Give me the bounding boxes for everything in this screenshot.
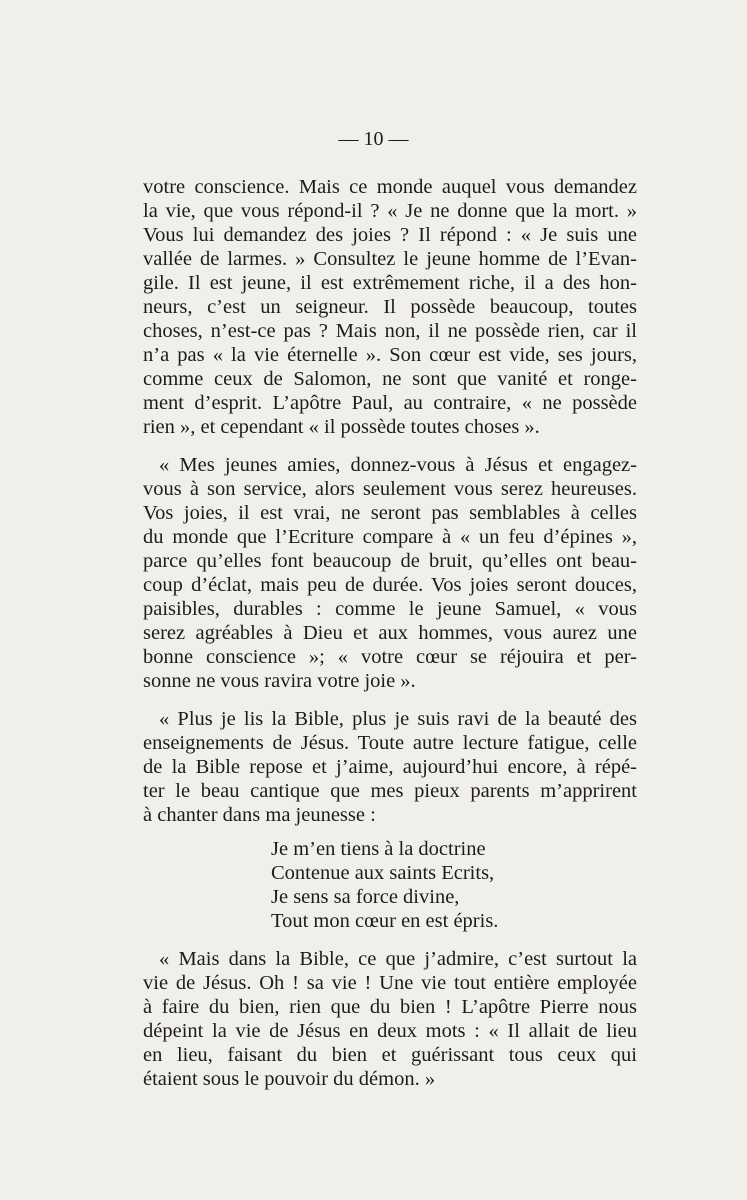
body-text [143, 175, 637, 1091]
text-line: de la Bible repose et j’aime, aujourd’hui encore, à répé- [143, 756, 637, 778]
text-line: Vos joies, il est vrai, ne seront pas semblables à celles [143, 502, 637, 524]
text-line: ter le beau cantique que mes pieux parents m’apprirent [143, 780, 637, 802]
text-line: vie de Jésus. Oh ! sa vie ! Une vie tout entière employée [143, 972, 637, 994]
text-line: vous à son service, alors seulement vous serez heureuses. [143, 478, 637, 500]
text-line: à chanter dans ma jeunesse : [143, 804, 376, 826]
text-line: sonne ne vous ravira votre joie ». [143, 670, 416, 692]
text-line: la vie, que vous répond-il ? « Je ne donne que la mort. » [143, 200, 637, 222]
text-line: en lieu, faisant du bien et guérissant tous ceux qui [143, 1044, 637, 1066]
verse-line: Je m’en tiens à la doctrine [271, 838, 486, 860]
text-line: neurs, c’est un seigneur. Il possède beaucoup, toutes [143, 296, 637, 318]
text-line: parce qu’elles font beaucoup de bruit, qu’elles ont beau- [143, 550, 637, 572]
text-line: Vous lui demandez des joies ? Il répond : « Je suis une [143, 224, 637, 246]
text-line: du monde que l’Ecriture compare à « un feu d’épines », [143, 526, 637, 548]
text-line: coup d’éclat, mais peu de durée. Vos joies seront douces, [143, 574, 637, 596]
verse-line: Contenue aux saints Ecrits, [271, 862, 495, 884]
text-line: étaient sous le pouvoir du démon. » [143, 1068, 436, 1090]
verse-line: Tout mon cœur en est épris. [271, 910, 499, 932]
text-line: « Plus je lis la Bible, plus je suis ravi de la beauté des [159, 708, 637, 730]
text-line: ment d’esprit. L’apôtre Paul, au contraire, « ne possède [143, 392, 637, 414]
text-line: comme ceux de Salomon, ne sont que vanité et ronge- [143, 368, 637, 390]
text-line: « Mes jeunes amies, donnez-vous à Jésus et engagez- [159, 454, 637, 476]
text-line: à faire du bien, rien que du bien ! L’apôtre Pierre nous [143, 996, 637, 1018]
text-line: choses, n’est-ce pas ? Mais non, il ne possède rien, car il [143, 320, 637, 342]
text-line: serez agréables à Dieu et aux hommes, vous aurez une [143, 622, 637, 644]
text-line: enseignements de Jésus. Toute autre lecture fatigue, celle [143, 732, 637, 754]
text-line: dépeint la vie de Jésus en deux mots : « Il allait de lieu [143, 1020, 637, 1042]
text-line: « Mais dans la Bible, ce que j’admire, c’est surtout la [159, 948, 637, 970]
text-line: vallée de larmes. » Consultez le jeune homme de l’Evan- [143, 248, 637, 270]
text-line: rien », et cependant « il possède toutes choses ». [143, 416, 540, 438]
text-line: votre conscience. Mais ce monde auquel vous demandez [143, 176, 637, 198]
text-line: gile. Il est jeune, il est extrêmement riche, il a des hon- [143, 272, 637, 294]
page-number: — 10 — [338, 128, 409, 150]
text-line: bonne conscience »; « votre cœur se réjouira et per- [143, 646, 637, 668]
verse-line: Je sens sa force divine, [271, 886, 460, 908]
text-line: n’a pas « la vie éternelle ». Son cœur est vide, ses jours, [143, 344, 637, 366]
text-line: paisibles, durables : comme le jeune Samuel, « vous [143, 598, 637, 620]
